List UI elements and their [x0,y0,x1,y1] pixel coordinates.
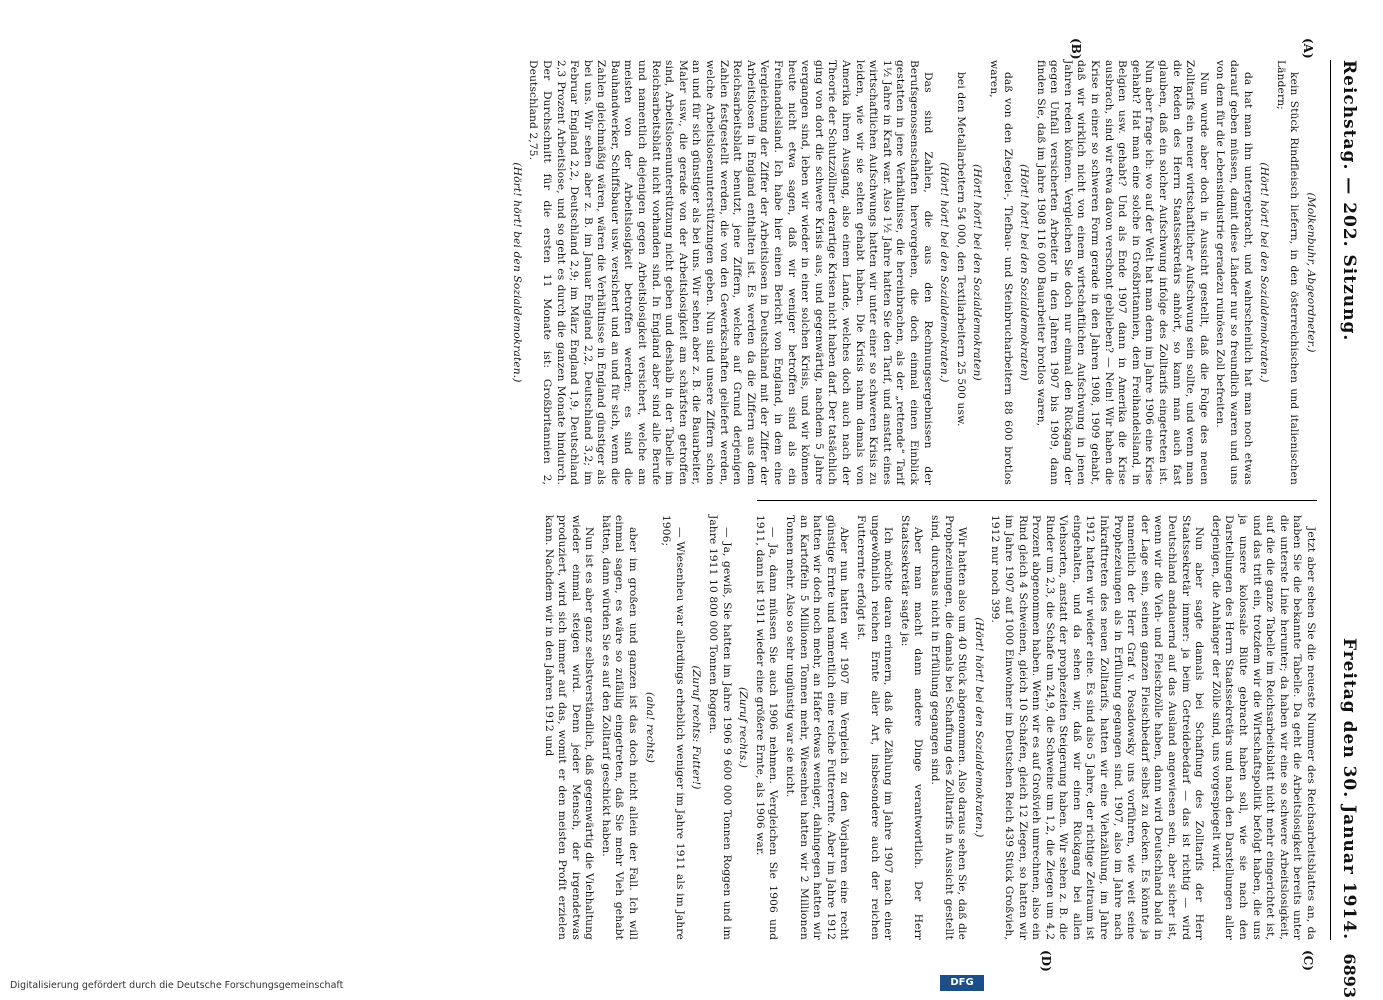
paragraph: (Hört! hört! bei den Sozialdemokraten.) [938,162,951,383]
paragraph: kein Stück Rindfleisch liefern, in den österreichischen und italienischen Ländern; [1274,60,1301,485]
dfg-logo: DFG [940,975,984,991]
right-column [538,515,1317,940]
paragraph: bei den Metallarbeitern 54 000, den Textilarbeitern 25 500 usw. [954,72,967,427]
page-header [1331,60,1365,998]
paragraph: (Zuruf rechts: Futter!) [690,665,703,790]
header-left: Reichstag. — 202. Sitzung. [1339,60,1359,342]
margin-letter-b: (B) [1069,38,1083,60]
paragraph: Aber nun hatten wir 1907 im Vergleich zu den Vorjahren eine recht günstige Ernte und namentlich eine reiche Futterernte. Aber im Jahre 1912 hatten wir doch noch mehr, an Hafer etwas weniger, dahingegen hatten wir an Kartoffeln 5 Millionen Tonnen mehr, Wiesenheu hatten wir 2 Millionen Tonnen mehr. Also so sehr ungünstig war sie nicht. [784,515,851,940]
paragraph: Nun wurde aber doch in Aussicht gestellt, daß die Folge des neuen Zolltarifs ein neuer wirtschaftlicher Aufschwung sein sollte, und wenn man die Reden des Herrn Staatssekretärs anhört, so kann man auch fast glauben, daß ein solcher Aufschwung infolge des Zolltarifs eingetreten ist. Nun aber frage ich: wo auf der Welt hat man denn im Jahre 1906 eine Krise gehabt? Hat man eine solche in Großbritannien, dem Freihandelsland, in Belgien usw. gehabt? Und als Ende 1907 dann in Amerika die Krise ausbrach, sind wir etwa davon verschont geblieben? — Nein! Wir haben die Krise in einer so schweren Form gerade in den Jahren 1908, 1909 gehabt, daß wir wirklich nicht von einem wirtschaftlichen Aufschwung in jenen Jahren reden können. Vergleichen Sie doch nur einmal den Rückgang der gegen Unfall versicherten Arbeiter in den Jahren 1907 bis 1909, dann finden Sie, daß im Jahre 1908 116 000 Bauarbeiter brotlos waren, [1034,60,1210,485]
paragraph: Das sind Zahlen, die aus den Rechnungsergebnissen der Berufsgenossenschaften hervorgehen, die doch einmal einen Einblick gestatten in jene Verhältnisse, die hereinbrachen, als der „rettende“ Tarif 1½ Jahre in Kraft war. Also 1½ Jahre hatten Sie den Tarif, und anstatt eines wirtschaftlichen Aufschwungs hatten wir unter einer so schweren Krisis zu leiden, wie wir sie selten gehabt haben. Die Krisis nahm damals von Amerika ihren Ausgang, also einem Lande, welches doch auch nach der Theorie der Schutzzöllner derartige Krisen nicht haben darf. Der tatsächlich ging von dort die schwere Krisis aus, und gegenwärtig, nachdem 5 Jahre vergangen sind, leben wir wieder in einer solchen Krisis, und wir können heute nicht etwa sagen, daß wir weniger betroffen sind als ein Freihandelsland. Ich habe hier einen Bericht von England, in dem eine Vergleichung der Ziffer der Arbeitslosen in Deutschland mit der Ziffer der Arbeitslosen in England enthalten ist. Es werden da die Ziffern aus dem Reichsarbeitsblatt benutzt, jene Ziffern, welche auf Grund derjenigen Zahlen festgestellt werden, die von den Gewerkschaften geliefert werden, welche Arbeitslosenunterstützungen geben. Nun sind unsere Ziffern schon an und für sich günstiger als bei uns. Wir sehen aber z. B. die Bauarbeiter, Maler usw., die gerade von der Arbeitslosigkeit am schärfsten getroffen sind, Arbeitslosenunterstützung nicht geben und deshalb in der Tabelle im Reichsarbeitsblatt nicht vorhanden sind. In England aber sind alle Berufe und namentlich diejenigen gegen Arbeitslosigkeit versichert, welche am meisten von der Arbeitslosigkeit betroffen werden; es sind die Bauhandwerker, Schiffsbauer usw. versichert und an und für sich, wenn die Zahlen gleichmäßig wären, wären die Verhältnisse in England günstiger als bei uns. Wir sehen aber z. B. im Januar England 2,2, Deutschland 3,2; im Februar England 2,2, Deutschland 2,9; im März England 1,9, Deutschland 2,3 Prozent Arbeitslose, und so geht es durch die ganzen Monate hindurch. Der Durchschnitt für die ersten 11 Monate ist: Großbritannien 2, Deutschland 2,75. [527,60,934,485]
left-column [506,60,1317,485]
paragraph: (Hört! hört! bei den Sozialdemokraten.) [510,162,523,383]
paragraph: (Hört! hört! bei den Sozialdemokraten.) [1258,162,1271,383]
margin-letter-a: (A) [1301,38,1315,59]
paragraph: (Hört! hört! bei den Sozialdemokraten) [971,164,984,381]
paragraph: Nun ist es aber ganz selbstverständlich, daß gegenwärtig die Viehhaltung wieder einmal steigen wird. Denn jeder Mensch, der irgendetwas produziert, wird sich immer auf das, womit er den meisten Profit erzielen kann. Nachdem wir in den Jahren 1912 und [542,515,596,940]
paragraph: (aha! rechts) [643,691,656,764]
paragraph: Aber man macht dann andere Dinge verantwortlich. Der Herr Staatssekretär sagte ja: [898,515,925,940]
digitization-note: Digitalisierung gefördert durch die Deutsche Forschungsgemeinschaft [10,980,344,991]
margin-letter-c: (C) [1301,950,1315,971]
paragraph: Nun aber sagte damals bei Schaffung des Zolltarifs der Herr Staatssekretär immer: ja beim Getreidebedarf — das ist richtig — wird Deutschland andauernd auf das Ausland angewiesen sein, aber sicher ist, wenn wir die Vieh- und Fleischzölle haben, dann wird Deutschland bald in der Lage sein, seinen ganzen Fleischbedarf selbst zu decken. Es könnte ja namentlich der Herr Graf v. Posadowsky uns vorführen, wie weit seine Prophezeiungen als in Erfüllung gegangen sind. 1907, also im Jahre nach Inkrafttreten des neuen Zolltarifs, hatten wir eine Viehzählung, im Jahre 1912 hatten wir wieder eine. Es sind also 5 Jahre, der richtige Zeitraum ist eingehalten, und da sehen wir, daß wir einen Rückgang bei allen Viehsorten, anstatt der prophezeiten Steigerung haben. Wir sehen z. B. die Rinder um 2,3, die Schafe um 24,9, die Schweine um 1,2, die Ziegen um 4,2 Prozent abgenommen haben. Wenn wir es auf Großvieh umrechnen, also ein Rind gleich 4 Schweinen, gleich 10 Schafen, gleich 12 Ziegen, so hatten wir im Jahre 1907 auf 1000 Einwohner im Deutschen Reich 439 Stück Großvieh, 1912 nur noch 399. [989,515,1206,940]
paragraph: daß von den Ziegelei-, Tiefbau- und Steinbrucharbeitern 88 600 brotlos waren, [987,60,1014,485]
paragraph: (Hört! hört! bei den Sozialdemokraten) [1018,164,1031,381]
rotated-page [50,0,1383,1000]
paragraph: Wir hatten also um 40 Stück abgenommen. Also daraus sehen Sie, daß die Prophezeiungen, die damals bei Schaffung des Zolltarifs in Aussicht gestellt sind, durchaus nicht in Erfüllung gegangen sind. [928,515,969,940]
paragraph: aber im großen und ganzen ist das doch nicht allein der Fall. Ich will einmal sagen, es wäre so zufällig eingetreten, daß Sie mehr Vieh gehabt hätten, dann würden Sie es auf den Zolltarif geschickt haben. [599,515,640,940]
paragraph: (Hört! hört! bei den Sozialdemokraten.) [972,617,985,838]
column-divider [757,500,1317,501]
header-rule [1330,60,1331,940]
header-right: Freitag den 30. Januar 1914. [1339,637,1359,940]
page-number: 6893 [1340,953,1359,998]
paragraph: — Ja, dann müssen Sie auch 1906 nehmen. Vergleichen Sie 1906 und 1911, dann ist 1911 wieder eine größere Ernte, als 1906 war. [753,515,780,940]
paragraph: — Ja, gewiß, Sie hatten im Jahre 1906 9 600 000 Tonnen Roggen und im Jahre 1911 10 800 000 Tonnen Roggen. [707,515,733,940]
paragraph: Ich möchte daran erinnern, daß die Zählung im Jahre 1907 nach einer ungewöhnlich reichen Ernte aller Art, insbesondere auch der reichen Futterernte erfolgt ist. [855,515,895,940]
paragraph: (Zuruf rechts.) [737,686,750,769]
paragraph: Jetzt aber sehen Sie die neueste Nummer des Reichsarbeitsblattes an, da haben Sie die bekannte Tabelle. Da geht die Arbeitslosigkeit bereits unter die unterste Linie herunter; da haben wir eine so schwere Arbeitslosigkeit, auf die die ganze Tabelle im Reichsarbeitsblatt nicht mehr eingerichtet ist, und das tritt ein, trotzdem wir die Wirtschaftspolitik befolgt haben, die uns ja unsere kolossale Blüte gebracht haben soll, wie sie nach den Darstellungen des Herrn Staatssekretärs und nach den Darstellungen aller derjenigen, die Anhänger der Zölle sind, uns vorgespiegelt wird. [1209,515,1317,940]
paragraph: — Wiesenheu war allerdings erheblich weniger im Jahre 1911 als im Jahre 1906; [660,515,686,940]
paragraph: (Molkenbuhr, Abgeordneter.) [1305,192,1317,353]
margin-letter-d: (D) [1039,950,1053,972]
paragraph: da hat man ihn untergebracht, und wahrscheinlich hat man noch etwas darauf geben müssen, damit diese Länder nur so freundlich waren und uns von dem für die Lebensindustrie geradezu ruinösen Zoll befreiten. [1214,60,1254,485]
